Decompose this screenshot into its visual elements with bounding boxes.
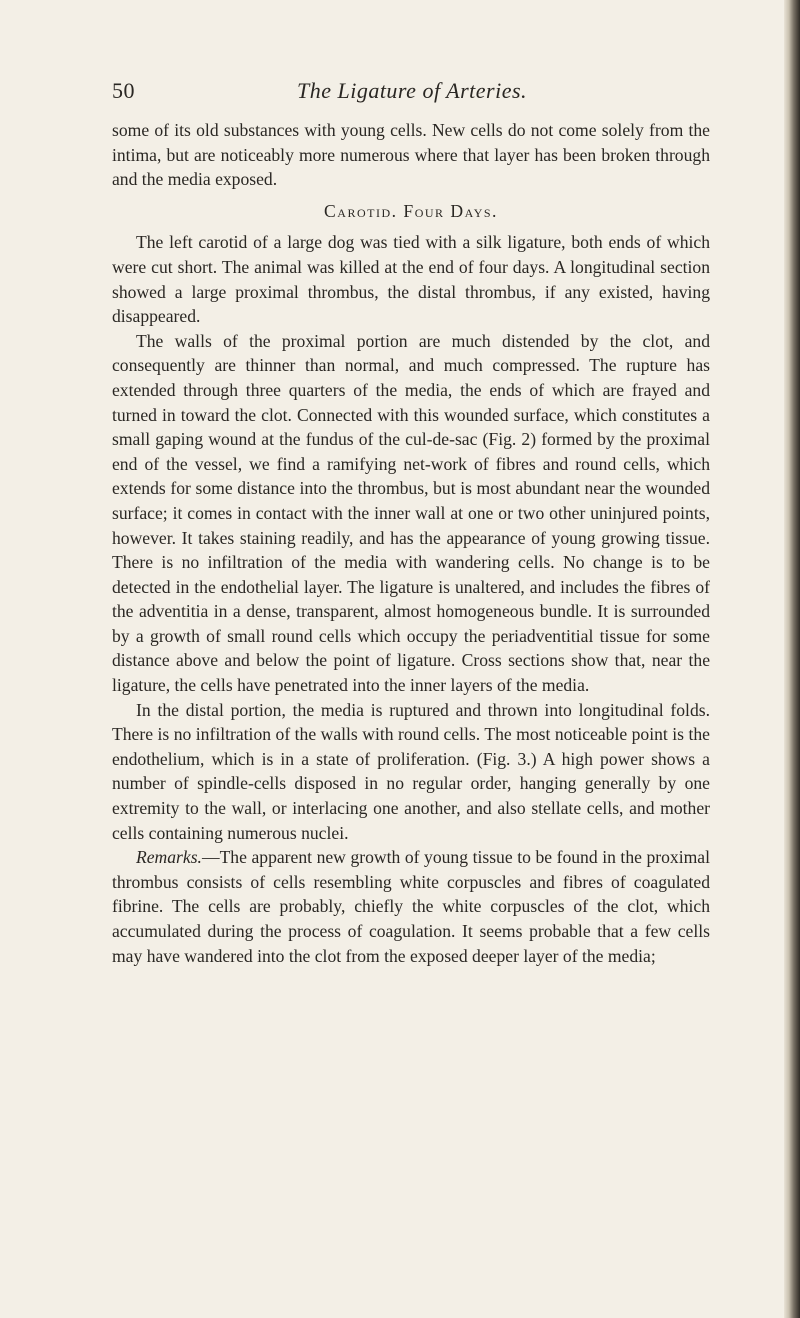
paragraph: The walls of the proximal portion are much distended by the clot, and consequently are thinner than normal, and much compressed. The rupture has extended through three quarters of the media, the ends of which are frayed and turned in toward the clot. Connected with this wounded surface, which constitutes a small gaping wound at the fundus of the cul-de-sac (Fig. 2) formed by the proximal end of the vessel, we find a ramifying net-work of fibres and round cells, which extends for some distance into the thrombus, but is most abundant near the wounded surface; it comes in contact with the inner wall at one or two other uninjured points, however. It takes staining readily, and has the appearance of young growing tissue. There is no infiltration of the media with wandering cells. No change is to be detected in the endothelial layer. The ligature is unaltered, and includes the fibres of the adventitia in a dense, transparent, almost homogeneous bundle. It is surrounded by a growth of small round cells which occupy the periadventitial tissue for some distance above and below the point of ligature. Cross sections show that, near the ligature, the cells have penetrated into the inner layers of the media. [112,330,710,696]
page-number: 50 [112,78,135,103]
paragraph: The left carotid of a large dog was tied with a silk ligature, both ends of which were cut short. The animal was killed at the end of four days. A longitudinal section showed a large proximal thrombus, the distal thrombus, if any existed, having disappeared. [112,232,710,327]
remarks-text: —The apparent new growth of young tissue to be found in the proximal thrombus consists of cells resembling white corpuscles and fibres of coagulated fibrine. The cells are probably, chiefly the white corpuscles of the clot, which accumulated during the process of coagulation. It seems probable that a few cells may have wandered into the clot from the exposed deeper layer of the media; [112,847,710,966]
remarks-paragraph [112,845,710,968]
section-heading: Carotid. Four Days. [324,200,498,221]
body-text [112,118,710,968]
page-header [112,78,712,108]
running-title: The Ligature of Arteries. [296,78,528,103]
page-edge-shadow [784,0,800,1318]
remarks-label: Remarks. [136,847,202,868]
paragraph: In the distal portion, the media is ruptured and thrown into longitudinal folds. There is no infiltration of the walls with round cells. The most noticeable point is the endothelium, which is in a state of proliferation. (Fig. 3.) A high power shows a number of spindle-cells disposed in no regular order, hanging generally by one extremity to the wall, or interlacing one another, and also stellate cells, and mother cells containing numerous nuclei. [112,699,710,843]
paragraph-continued: some of its old substances with young cells. New cells do not come solely from the intima, but are noticeably more numerous where that layer has been broken through and the media exposed. [112,120,710,190]
